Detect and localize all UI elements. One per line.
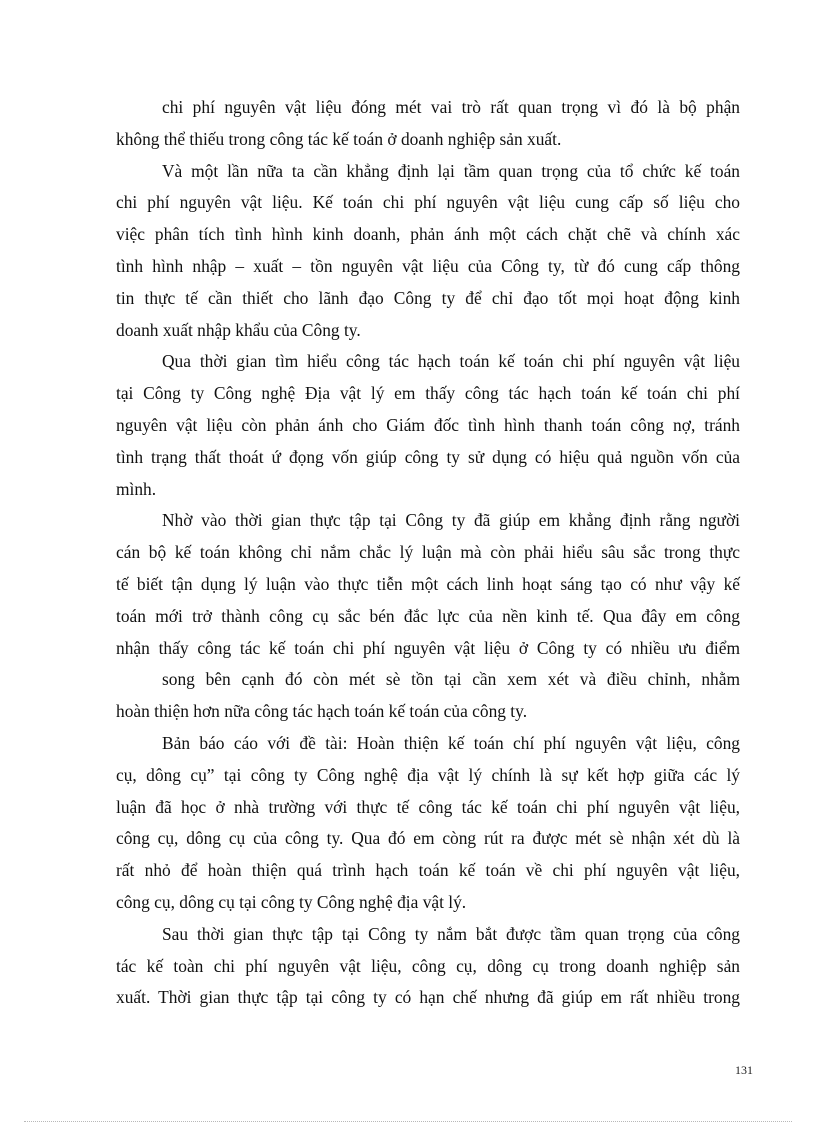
text-line: Qua thời gian tìm hiểu công tác hạch toán kế toán chi phí nguyên vật liệu xyxy=(162,351,740,372)
text-line: Bản báo cáo với đề tài: Hoàn thiện kế toán chí phí nguyên vật liệu, công xyxy=(162,732,740,753)
text-line: toán mới trở thành công cụ sắc bén đắc lực của nền kinh tế. Qua đây em công xyxy=(116,605,740,626)
text-line: Sau thời gian thực tập tại Công ty nắm bắt được tầm quan trọng của công xyxy=(162,923,740,944)
text-line: việc phân tích tình hình kinh doanh, phản ánh một cách chặt chẽ và chính xác xyxy=(116,224,740,245)
footer-divider xyxy=(24,1121,792,1122)
text-line: nhận thấy công tác kế toán chi phí nguyên vật liệu ở Công ty có nhiều ưu điểm xyxy=(116,637,740,658)
text-line: song bên cạnh đó còn mét sè tồn tại cần xem xét và điều chỉnh, nhằm xyxy=(162,669,740,690)
text-line: tác kế toàn chi phí nguyên vật liệu, công cụ, dông cụ trong doanh nghiệp sản xyxy=(116,955,740,976)
page-number: 131 xyxy=(735,1063,753,1077)
text-line: Và một lần nữa ta cần khẳng định lại tầm quan trọng của tổ chức kế toán xyxy=(162,160,740,181)
body-text xyxy=(116,92,740,1014)
text-line: tại Công ty Công nghệ Địa vật lý em thấy công tác hạch toán kế toán chi phí xyxy=(116,383,740,404)
text-line: hoàn thiện hơn nữa công tác hạch toán kế toán của công ty. xyxy=(116,701,528,722)
text-line: nguyên vật liệu còn phản ánh cho Giám đốc tình hình thanh toán công nợ, tránh xyxy=(116,414,740,435)
text-line: rất nhỏ để hoàn thiện quá trình hạch toán kế toán về chi phí nguyên vật liệu, xyxy=(116,860,740,881)
text-line: tình trạng thất thoát ứ đọng vốn giúp công ty sử dụng có hiệu quả nguồn vốn của xyxy=(116,446,740,467)
text-line: tế biết tận dụng lý luận vào thực tiễn một cách linh hoạt sáng tạo có như vậy kế xyxy=(116,573,740,594)
text-line: công cụ, dông cụ của công ty. Qua đó em còng rút ra được mét sè nhận xét dù là xyxy=(116,828,740,849)
text-line: tin thực tế cần thiết cho lãnh đạo Công ty để chỉ đạo tốt mọi hoạt động kinh xyxy=(116,287,740,308)
text-line: công cụ, dông cụ tại công ty Công nghệ địa vật lý. xyxy=(116,891,467,912)
text-line: luận đã học ở nhà trường với thực tế công tác kế toán chi phí nguyên vật liệu, xyxy=(116,796,740,817)
text-line: chi phí nguyên vật liệu. Kế toán chi phí nguyên vật liệu cung cấp số liệu cho xyxy=(116,192,740,213)
text-line: doanh xuất nhập khẩu của Công ty. xyxy=(116,319,361,340)
text-line: không thể thiếu trong công tác kế toán ở doanh nghiệp sản xuất. xyxy=(116,128,562,149)
text-line: Nhờ vào thời gian thực tập tại Công ty đã giúp em khẳng định rằng người xyxy=(162,510,740,531)
text-line: cán bộ kế toán không chỉ nắm chắc lý luận mà còn phải hiểu sâu sắc trong thực xyxy=(116,542,740,563)
text-line: chi phí nguyên vật liệu đóng mét vai trò rất quan trọng vì đó là bộ phận xyxy=(162,97,740,117)
text-line: mình. xyxy=(116,478,157,499)
text-line: tình hình nhập – xuất – tồn nguyên vật liệu của Công ty, từ đó cung cấp thông xyxy=(116,255,740,276)
text-line: cụ, dông cụ” tại công ty Công nghệ địa vật lý chính là sự kết hợp giữa các lý xyxy=(116,764,740,785)
text-line: xuất. Thời gian thực tập tại công ty có hạn chế nhưng đã giúp em rất nhiều trong xyxy=(116,987,740,1008)
